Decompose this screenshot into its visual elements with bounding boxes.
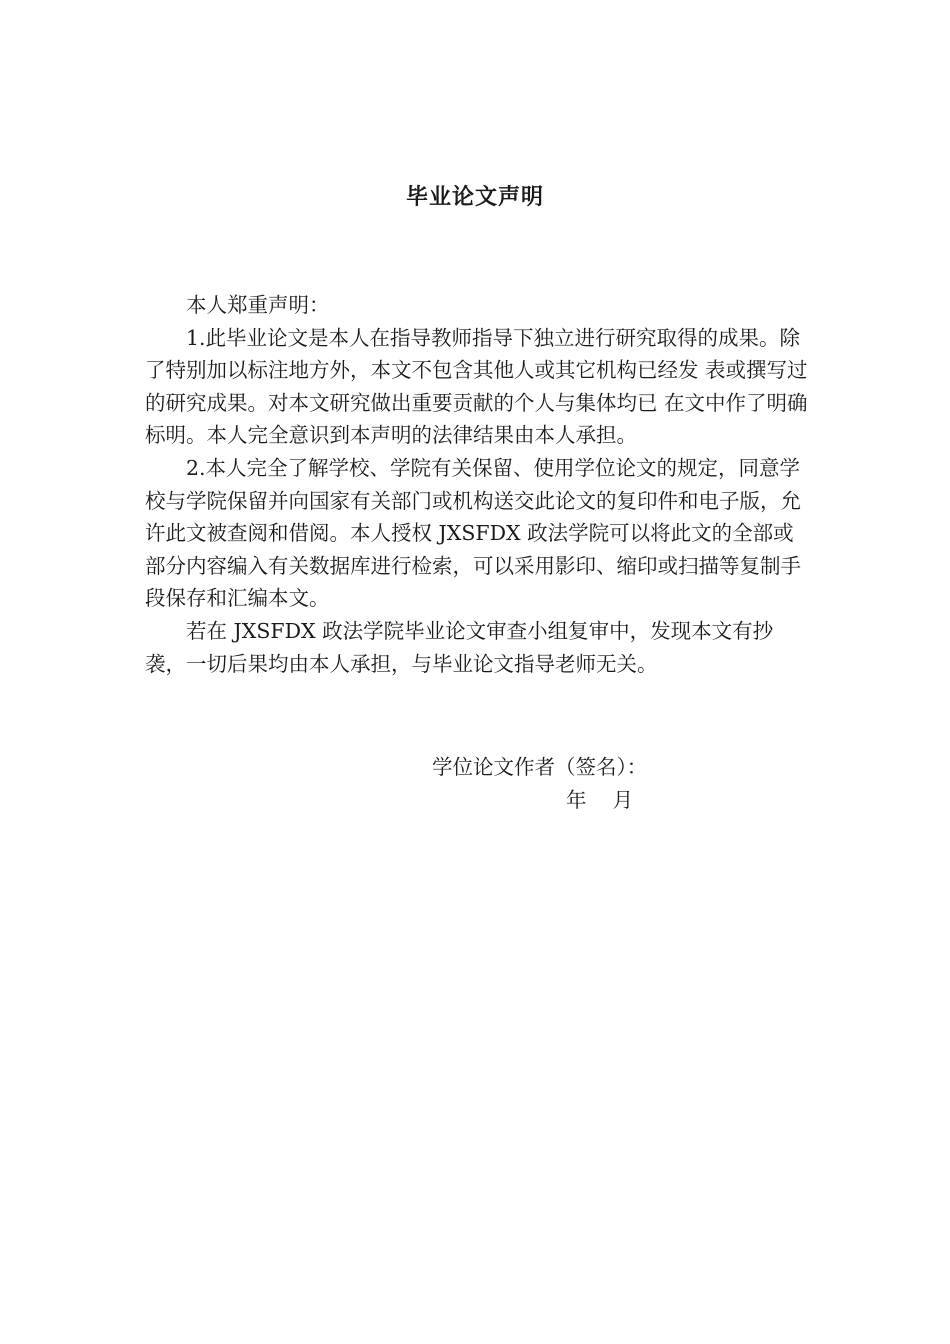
declaration-body: [145, 289, 810, 680]
declaration-opening: 本人郑重声明：: [186, 293, 330, 317]
author-signature-label: 学位论文作者（签名）：: [432, 755, 648, 779]
date-label: 年 月: [566, 788, 634, 812]
declaration-clause-3: 若在 JXSFDX 政法学院毕业论文审查小组复审中，发现本文有抄袭，一切后果均由本人承担，与毕业论文指导老师无关。: [145, 618, 774, 676]
declaration-clause-1: 1.此毕业论文是本人在指导教师指导下独立进行研究取得的成果。除了特别加以标注地方外，本文不包含其他人或其它机构已经发 表或撰写过的研究成果。对本文研究做出重要贡献的个人与集体均已 在文中作了明确标明。本人完全意识到本声明的法律结果由本人承担。: [145, 325, 808, 448]
page-title: 毕业论文声明: [405, 185, 544, 210]
declaration-clause-2: 2.本人完全了解学校、学院有关保留、使用学位论文的规定，同意学校与学院保留并向国家有关部门或机构送交此论文的复印件和电子版，允许此文被查阅和借阅。本人授权 JXSFDX 政法学院可以将此文的全部或部分内容编入有关数据库进行检索，可以采用影印、缩印或扫描等复制手段保存和汇编本文。: [145, 455, 801, 611]
